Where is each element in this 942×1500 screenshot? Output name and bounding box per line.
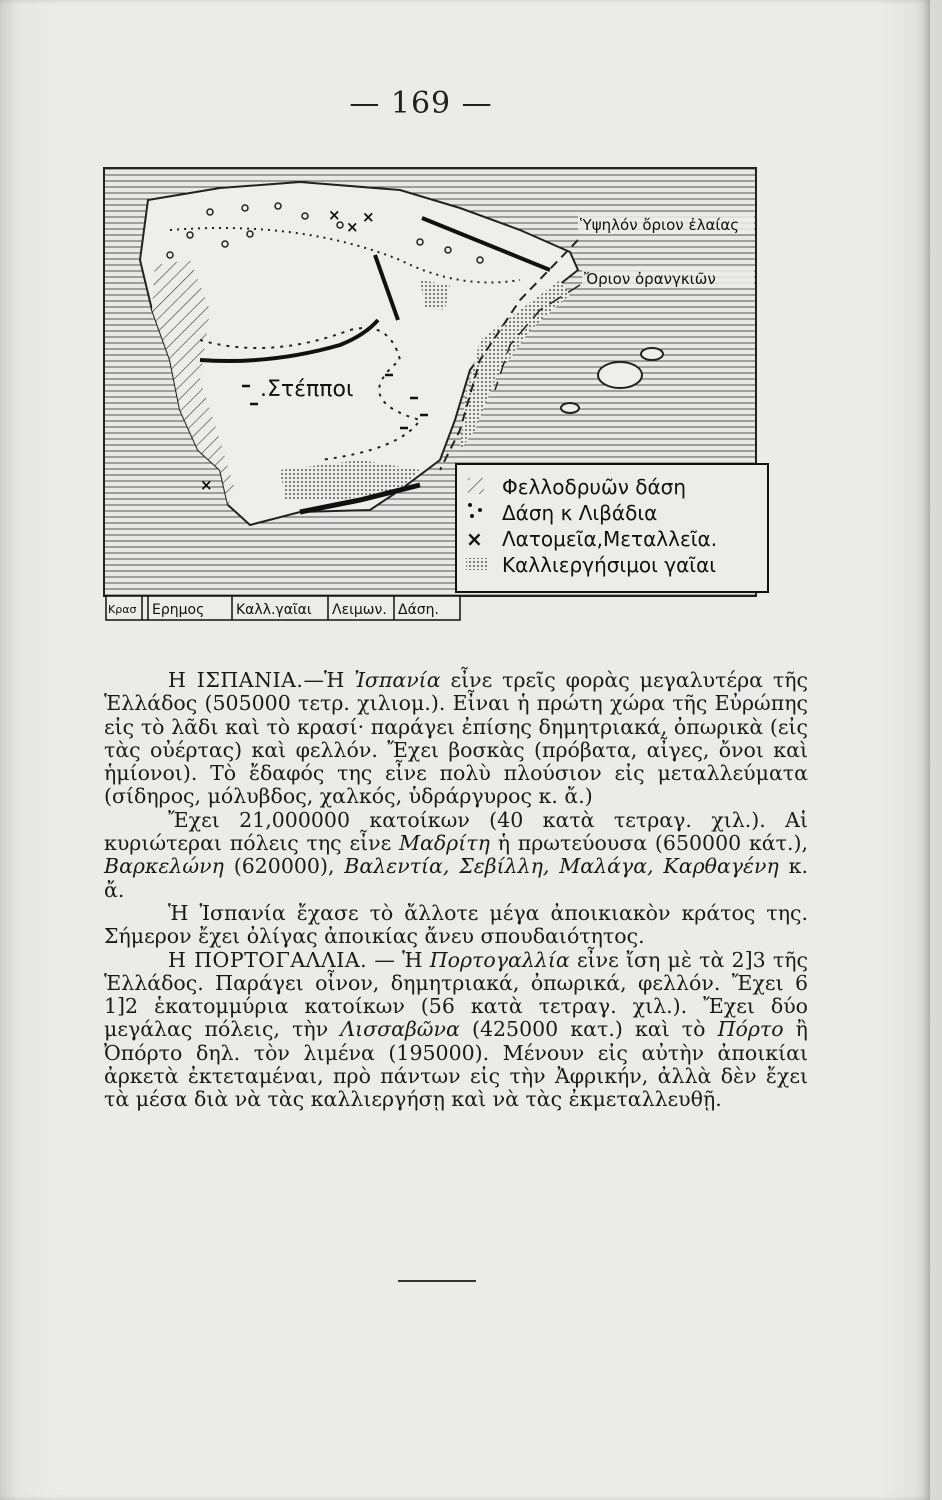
legend-symbol-cross: × xyxy=(466,527,483,551)
legend-symbol-cork-hatch xyxy=(468,478,484,494)
svg-text:×: × xyxy=(346,218,359,236)
olive-zone-label: Ὑψηλόν ὄριον ἐλαίας xyxy=(580,216,740,234)
legend-label-mines: Λατομεῖα,Μεταλλεῖα. xyxy=(502,527,718,551)
spain-paragraph-2 xyxy=(104,809,808,902)
legend-label-cultivated: Καλλιεργήσιμοι γαῖαι xyxy=(502,553,717,577)
city-valencia: Βαλεντία, xyxy=(344,854,450,879)
section-end-rule xyxy=(398,1280,476,1282)
text-run: ἢ Ὀπόρτο δηλ. τὸν λιμένα (195000). Μένουν εἰς αὐτὴν ἀποικίαι ἀρκετὰ ἐκτεταμέναι, πρὸ πάντων εἰς τὴν Ἀφρικήν, ἀλλὰ δὲν ἔχει τὰ μέσα διὰ νὰ τὰς καλλιεργήσῃ καὶ νὰ τὰς ἐκμεταλλευθῇ. xyxy=(104,1017,808,1112)
map-of-iberia-figure xyxy=(100,160,770,630)
portugal-name: Πορτογαλλία xyxy=(429,947,570,972)
spain-paragraph-1 xyxy=(104,669,808,809)
city-sevilla: Σεβίλλη, xyxy=(459,854,550,879)
text-run xyxy=(549,854,559,878)
key-bar-item-3: Λειμων. xyxy=(332,602,387,618)
city-madrid: Μαδρίτη xyxy=(399,831,490,856)
key-bar-item-4: Δάση. xyxy=(398,602,440,618)
island-mallorca xyxy=(598,362,642,388)
legend-label-forest: Δάση κ Λιβάδια xyxy=(502,501,658,525)
article-text xyxy=(104,669,808,1112)
map-key-bar xyxy=(106,596,460,620)
text-run xyxy=(449,854,459,878)
city-barcelona: Βαρκελώνη xyxy=(104,854,224,879)
city-cartagena: Καρθαγένη xyxy=(663,854,779,879)
text-run xyxy=(654,854,664,878)
text-run: εἶνε τρεῖς φορὰς μεγαλυτέρα τῆς Ἑλλάδος (505000 τετρ. χιλιομ.). Εἶναι ἡ πρώτη χώρα τῆς Εὐρώπης εἰς τὸ λᾶδι καὶ τὸ κρασί· παράγει ἐπίσης δημητριακά, ὀπωρικὰ (εἰς τὰς οὐέρτας) καὶ φελλόν. Ἔχει βοσκὰς (πρόβατα, αἶγες, ὄνοι καὶ ἡμίονοι). Τὸ ἔδαφός της εἶνε πολὺ πλούσιον εἰς μεταλλεύματα (σίδηρος, μόλυβδος, χαλκός, ὑδράργυρος κ. ἄ.) xyxy=(104,668,808,809)
page-number: — 169 — xyxy=(349,86,493,121)
text-run: — Ἡ xyxy=(367,947,430,972)
spain-name: Ἰσπανία xyxy=(354,668,441,692)
svg-text:×: × xyxy=(362,208,375,226)
orange-zone-label: Ὄριον ὀρανγκιῶν xyxy=(584,270,716,288)
legend-symbol-fine-dots xyxy=(466,558,488,570)
text-run: (425000 κατ.) καὶ τὸ xyxy=(459,1017,718,1042)
city-malaga: Μαλάγα, xyxy=(559,854,654,879)
key-bar-item-0: Κρασ xyxy=(108,603,137,616)
text-run: ἡ πρωτεύουσα (650000 κάτ.), xyxy=(489,831,808,856)
svg-text:×: × xyxy=(328,206,341,224)
spain-paragraph-3: Ἡ Ἰσπανία ἔχασε τὸ ἄλλοτε μέγα ἀποικιακὸν κράτος της. Σήμερον ἔχει ὀλίγας ἀποικίας ἄνευ σπουδαιότητος. xyxy=(104,900,808,949)
text-run: Ἔχει 21,000000 κατοίκων (40 κατὰ τετραγ. χιλ.). Αἱ κυριώτεραι πόλεις της εἶνε xyxy=(104,807,808,856)
key-bar-item-1: Ερημος xyxy=(152,602,205,618)
portugal-heading: Η ΠΟΡΤΟΓΑΛΛΙΑ. xyxy=(168,947,368,972)
key-bar-item-2: Καλλ.γαῖαι xyxy=(236,602,312,618)
map-legend xyxy=(456,464,768,592)
text-run: (620000), xyxy=(223,854,345,879)
text-run: κ. ἄ. xyxy=(104,854,808,902)
island-ibiza xyxy=(561,403,579,413)
portugal-paragraph xyxy=(104,949,808,1112)
steppe-label: .Στέπποι xyxy=(260,377,354,402)
city-lisbon: Λισσαβῶνα xyxy=(340,1017,460,1042)
svg-text:×: × xyxy=(200,476,213,494)
city-porto: Πόρτο xyxy=(717,1017,784,1042)
text-run: —Ἡ xyxy=(303,668,355,692)
island-menorca xyxy=(641,348,663,360)
spain-heading: Η ΙΣΠΑΝΙΑ. xyxy=(168,668,304,692)
legend-label-cork: Φελλοδρυῶν δάση xyxy=(502,475,687,499)
text-run: εἶνε ἴση μὲ τὰ 2]3 τῆς Ἑλλάδος. Παράγει οἶνον, δημητριακά, ὀπωρικά, φελλόν. Ἔχει 6 1]2 ἑκατομμύρια κατοίκων (56 κατὰ τετραγ. χιλ.). Ἔχει δύο μεγάλας πόλεις, τὴν xyxy=(104,947,808,1042)
